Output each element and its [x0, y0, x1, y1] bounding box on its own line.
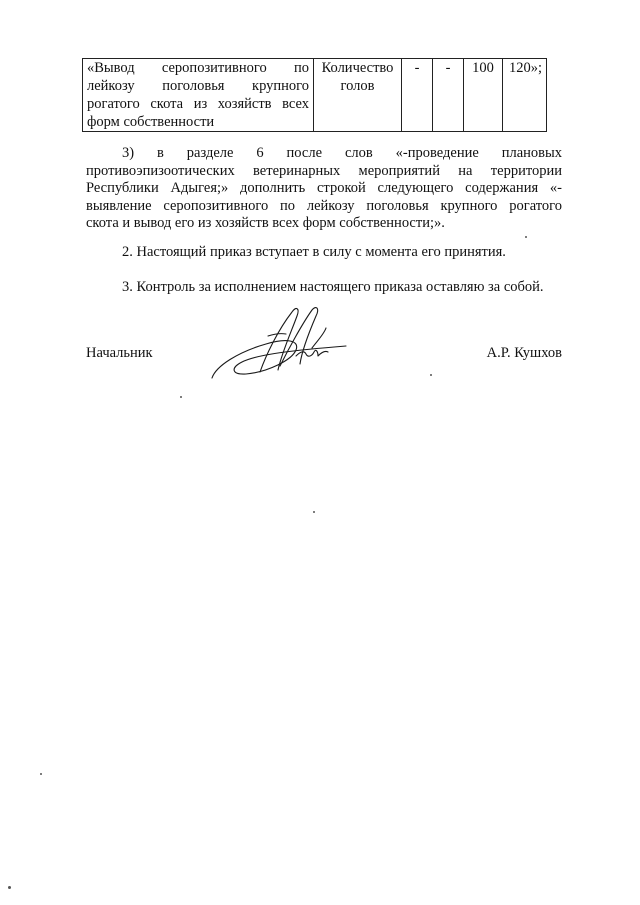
scan-speck	[8, 886, 11, 889]
paragraph-line: скота и вывод его из хозяйств всех форм собственности;».	[86, 215, 445, 231]
table-cell-description	[83, 59, 314, 132]
paragraph-3-control: 3. Контроль за исполнением настоящего приказа оставляю за собой.	[122, 279, 544, 295]
handwritten-signature	[208, 300, 358, 386]
scan-speck	[430, 374, 432, 376]
description-line: рогатого скота из хозяйств всех	[87, 96, 309, 112]
scan-speck	[40, 773, 42, 775]
paragraph-2: 2. Настоящий приказ вступает в силу с момента его принятия.	[122, 244, 506, 260]
paragraph-line: 3) в разделе 6 после слов «-проведение плановых	[122, 145, 562, 161]
paragraph-line: противоэпизоотических ветеринарных мероприятий на территории	[86, 162, 562, 179]
table-cell-col3: -	[402, 59, 433, 132]
paragraph-line: Республики Адыгея;» дополнить строкой следующего содержания «-	[86, 180, 562, 196]
table-cell-col4: -	[433, 59, 464, 132]
description-line: лейкозу поголовья крупного	[87, 78, 309, 94]
table-cell-unit	[314, 59, 402, 132]
scan-speck	[180, 396, 182, 398]
description-line: «Вывод серопозитивного по	[87, 60, 309, 76]
signatory-name: А.Р. Кушхов	[486, 345, 562, 361]
description-line: форм собственности	[87, 114, 215, 130]
signatory-title: Начальник	[86, 345, 153, 361]
scan-speck	[313, 511, 315, 513]
paragraph-line: выявление серопозитивного по лейкозу поголовья крупного рогатого	[86, 197, 562, 214]
unit-line: голов	[340, 78, 375, 94]
table-row	[83, 59, 547, 132]
amendment-table	[82, 58, 547, 132]
scan-speck	[525, 236, 527, 238]
paragraph-item-3	[86, 145, 562, 233]
table-cell-col6: 120»;	[503, 59, 547, 132]
unit-line: Количество	[321, 60, 394, 76]
table-cell-col5: 100	[464, 59, 503, 132]
